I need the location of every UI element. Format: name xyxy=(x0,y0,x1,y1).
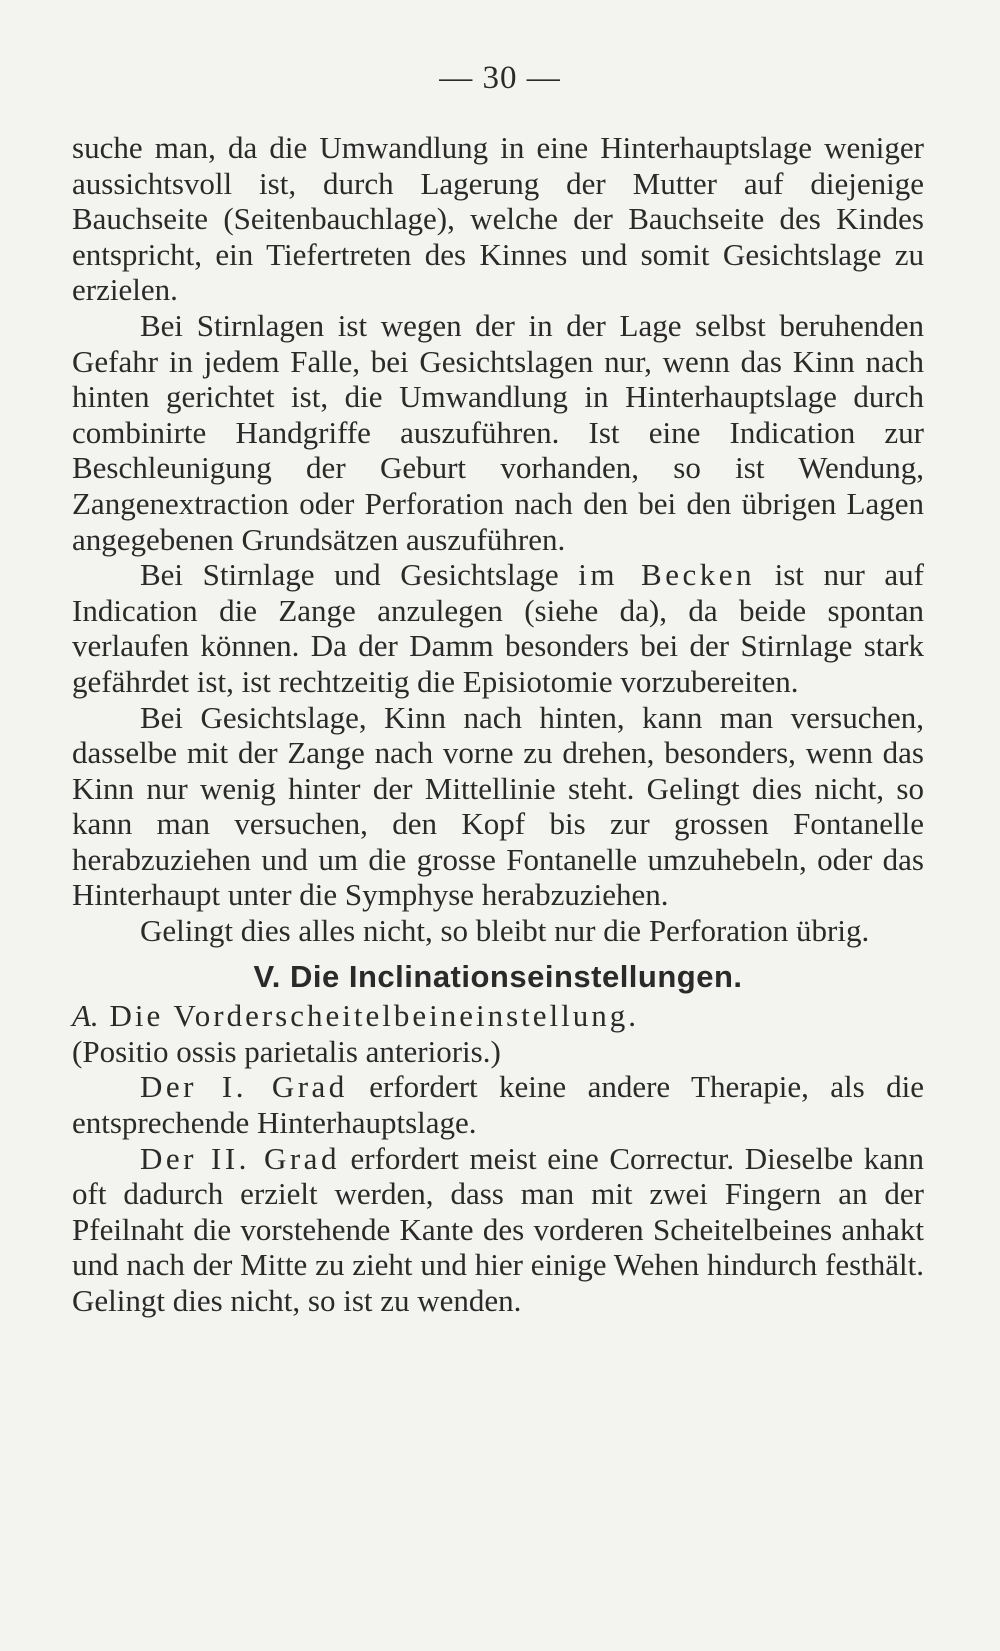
paragraph-4: Bei Gesichtslage, Kinn nach hinten, kann man versuchen, dasselbe mit der Zange nach vorne zu drehen, besonders, wenn das Kinn nur wenig hinter der Mittellinie steht. Gelingt dies nicht, so kann man versuchen, den Kopf bis zur grossen Fontanelle herabzuziehen und um die grosse Fontanelle umzuhebeln, oder das Hinterhaupt unter die Symphyse herabzuziehen. xyxy=(72,699,924,913)
paragraph-2: Bei Stirnlagen ist wegen der in der Lage selbst beruhenden Gefahr in jedem Falle, bei Gesichtslagen nur, wenn das Kinn nach hinten gerichtet ist, die Umwandlung in Hinterhauptslage durch combinirte Handgriffe auszuführen. Ist eine Indication zur Beschleunigung der Geburt vorhanden, so ist Wendung, Zangenextraction oder Perforation nach den bei den übrigen Lagen angegebenen Grundsätzen auszuführen. xyxy=(72,307,924,557)
paragraph-3-start: Bei Stirnlage und Gesichtslage xyxy=(140,557,559,593)
body-text xyxy=(72,130,924,1319)
paragraph-3 xyxy=(72,557,924,699)
paragraph-6-rest: erfordert keine andere Therapie, als die entsprechende Hinterhauptslage. xyxy=(72,1069,925,1141)
page-number: — 30 — xyxy=(439,60,561,96)
paragraph-7-rest: erfordert meist eine Correctur. Dieselbe kann oft dadurch erzielt werden, dass man mit zwei Fingern an der Pfeilnaht die vorstehende Kante des vorderen Scheitelbeines anhakt und nach der Mitte zu zieht und hier einige Wehen hindurch festhält. Gelingt dies nicht, so ist zu wenden. xyxy=(72,1140,925,1318)
emphasis-grade-1: Der I. Grad xyxy=(140,1069,348,1105)
paragraph-6 xyxy=(72,1069,924,1140)
paragraph-7 xyxy=(72,1141,924,1319)
emphasis-im-becken: im Becken xyxy=(578,557,756,593)
subsection-heading xyxy=(72,998,924,1034)
subsection-letter: A. xyxy=(72,998,99,1034)
section-heading: V. Die Inclinationseinstellungen. xyxy=(253,958,743,994)
subsection-latin-name: (Positio ossis parietalis anterioris.) xyxy=(72,1033,501,1069)
paragraph-3-rest: ist nur auf Indication die Zange anzulegen (siehe da), da beide spontan verlaufen können. Da der Damm besonders bei der Stirnlage stark gefährdet ist, ist rechtzeitig die Episiotomie vorzubereiten. xyxy=(72,557,924,699)
emphasis-grade-2: Der II. Grad xyxy=(140,1140,340,1176)
paragraph-5: Gelingt dies alles nicht, so bleibt nur die Perforation übrig. xyxy=(140,913,870,949)
paragraph-1: suche man, da die Umwandlung in eine Hinterhauptslage weniger aussichtsvoll ist, durch Lagerung der Mutter auf diejenige Bauchseite (Seitenbauchlage), welche der Bauchseite des Kindes entspricht, ein Tiefertreten des Kinnes und somit Gesichtslage zu erzielen. xyxy=(72,130,924,308)
subsection-title: Die Vorderscheitelbeineinstellung. xyxy=(109,998,640,1034)
